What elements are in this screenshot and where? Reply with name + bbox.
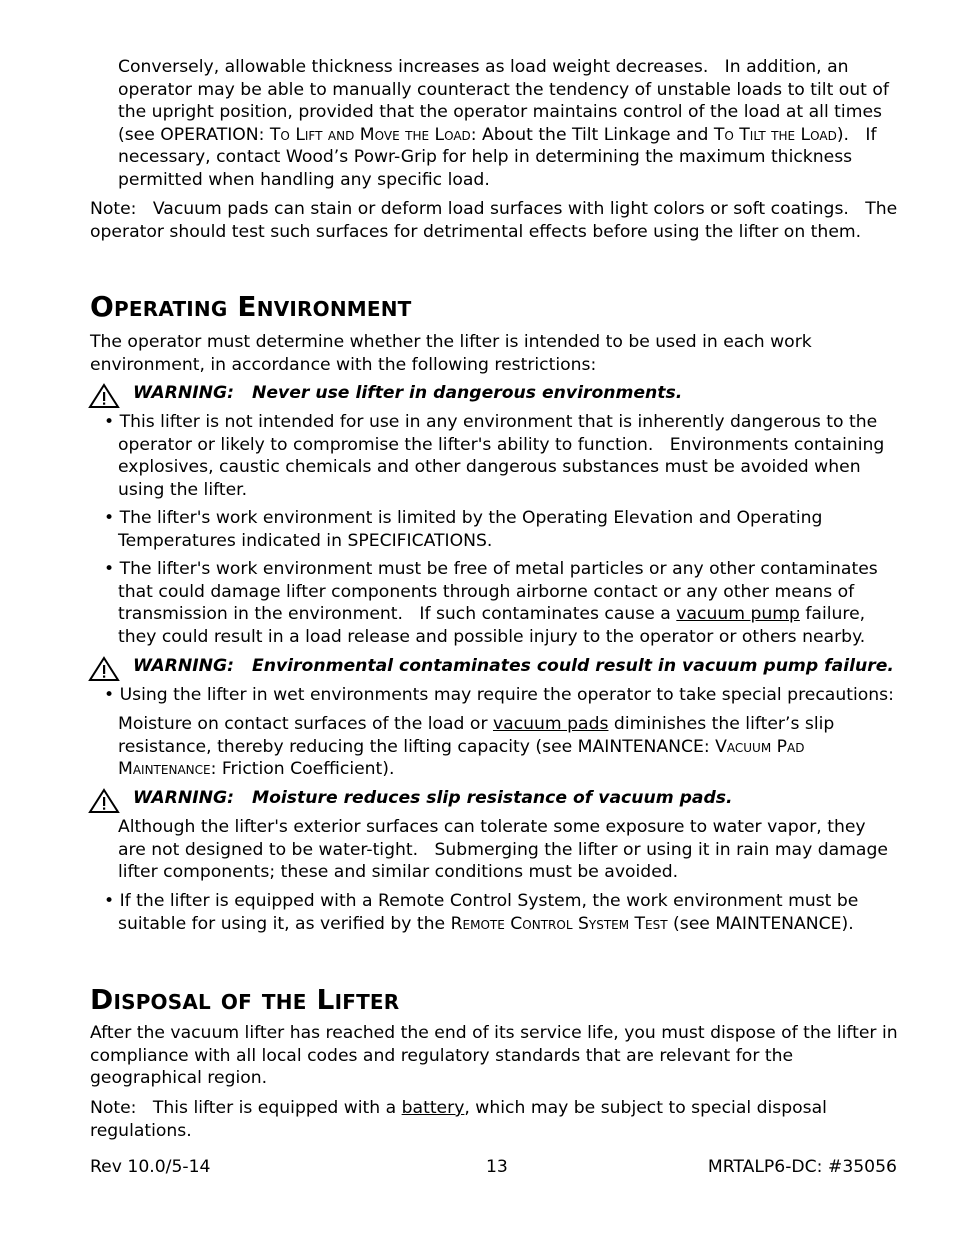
bullet-remote-control — [90, 890, 898, 935]
intro-ref-lift: To Lift and Move the Load — [269, 124, 471, 145]
warning-triangle-icon — [88, 788, 120, 814]
bullet5-text-1: • If the lifter is equipped with a Remote Control System, the work environment must be suitable for using it, as verified by the — [104, 891, 859, 934]
remote-control-test-ref: Remote Control System Test — [450, 913, 668, 934]
moisture-text-3: : Friction Coefficient). — [210, 759, 395, 780]
warning-contaminates — [88, 656, 898, 682]
moisture-text-2: diminishes the lifter’s slip resistance, thereby reducing the lifting capacity (see MAINTENANCE: — [118, 714, 835, 757]
warning-triangle-icon — [88, 383, 120, 409]
vacuum-pump-link[interactable]: vacuum pump — [676, 604, 800, 625]
bullet3-text-1: • The lifter's work environment must be free of metal particles or any other contaminates that could damage lifter components through airborne contact or any other means of transmission in the environment. If such contaminates cause a — [104, 559, 878, 625]
bullet5-text-2: (see MAINTENANCE). — [667, 913, 854, 934]
moisture-ref: Vacuum Pad Maintenance — [118, 736, 805, 780]
bullet-elevation-temperature: • The lifter's work environment is limited by the Operating Elevation and Operating Temperatures indicated in SPECIFICATIONS. — [104, 508, 823, 551]
warning-text: WARNING: Environmental contaminates could result in vacuum pump failure. — [133, 656, 894, 676]
disposal-paragraph: After the vacuum lifter has reached the end of its service life, you must dispose of the lifter in compliance with all local codes and regulatory standards that are relevant for the geographical region. — [90, 1023, 898, 1089]
warning-dangerous-environments — [88, 383, 898, 409]
disposal-heading: Disposal of the Lifter — [90, 983, 400, 1016]
intro-text-1: Conversely, allowable thickness increases as load weight decreases. In addition, an operator may be able to manually counteract the tendency of unstable loads to tilt out of the upright position, provided that the operator maintains control of the load at all times (see OPERATION: — [118, 57, 889, 145]
intro-text-3: ). If necessary, contact Wood’s Powr-Grip for help in determining the maximum thickness permitted when handling any specific load. — [118, 124, 877, 190]
disposal-note-text-2: , which may be subject to special disposal regulations. — [90, 1098, 827, 1141]
bullet-wet-environments: • Using the lifter in wet environments may require the operator to take special precautions: — [104, 685, 894, 705]
intro-note: Note: Vacuum pads can stain or deform load surfaces with light colors or soft coatings. The operator should test such surfaces for detrimental effects before using the lifter on them. — [90, 199, 898, 242]
bullet3-text-2: failure, they could result in a load release and possible injury to the operator or others nearby. — [118, 604, 866, 647]
battery-link[interactable]: battery — [401, 1098, 465, 1118]
moisture-text-1: Moisture on contact surfaces of the load or — [118, 714, 493, 734]
footer-page-number: 13 — [486, 1157, 508, 1177]
moisture-paragraph — [118, 713, 898, 781]
intro-paragraph — [118, 56, 898, 192]
warning-moisture — [88, 788, 898, 814]
operating-intro: The operator must determine whether the lifter is intended to be used in each work environment, in accordance with the following restrictions: — [90, 332, 812, 375]
bullet-dangerous-environment: • This lifter is not intended for use in any environment that is inherently dangerous to the operator or likely to compromise the lifter's ability to function. Environments containing explosives, caustic chemicals and other dangerous substances must be avoided when using the lifter. — [104, 412, 885, 500]
warning-text: WARNING: Never use lifter in dangerous environments. — [133, 383, 683, 403]
disposal-note-text-1: Note: This lifter is equipped with a — [90, 1098, 402, 1118]
intro-text-2: : About the Tilt Linkage and — [470, 124, 714, 145]
disposal-note — [90, 1097, 898, 1142]
footer-document-id: MRTALP6-DC: #35056 — [707, 1157, 897, 1177]
operating-environment-heading: Operating Environment — [90, 290, 412, 323]
warning-triangle-icon — [88, 656, 120, 682]
warning-text: WARNING: Moisture reduces slip resistance of vacuum pads. — [133, 788, 733, 808]
bullet-contaminates — [90, 558, 898, 648]
vacuum-pads-link[interactable]: vacuum pads — [492, 714, 609, 734]
intro-ref-tilt: To Tilt the Load — [713, 124, 837, 145]
water-vapor-paragraph: Although the lifter's exterior surfaces can tolerate some exposure to water vapor, they are not designed to be water-tight. Submerging the lifter or using it in rain may damage lifter components; these and similar conditions must be avoided. — [118, 817, 888, 883]
footer-revision: Rev 10.0/5-14 — [90, 1157, 211, 1177]
